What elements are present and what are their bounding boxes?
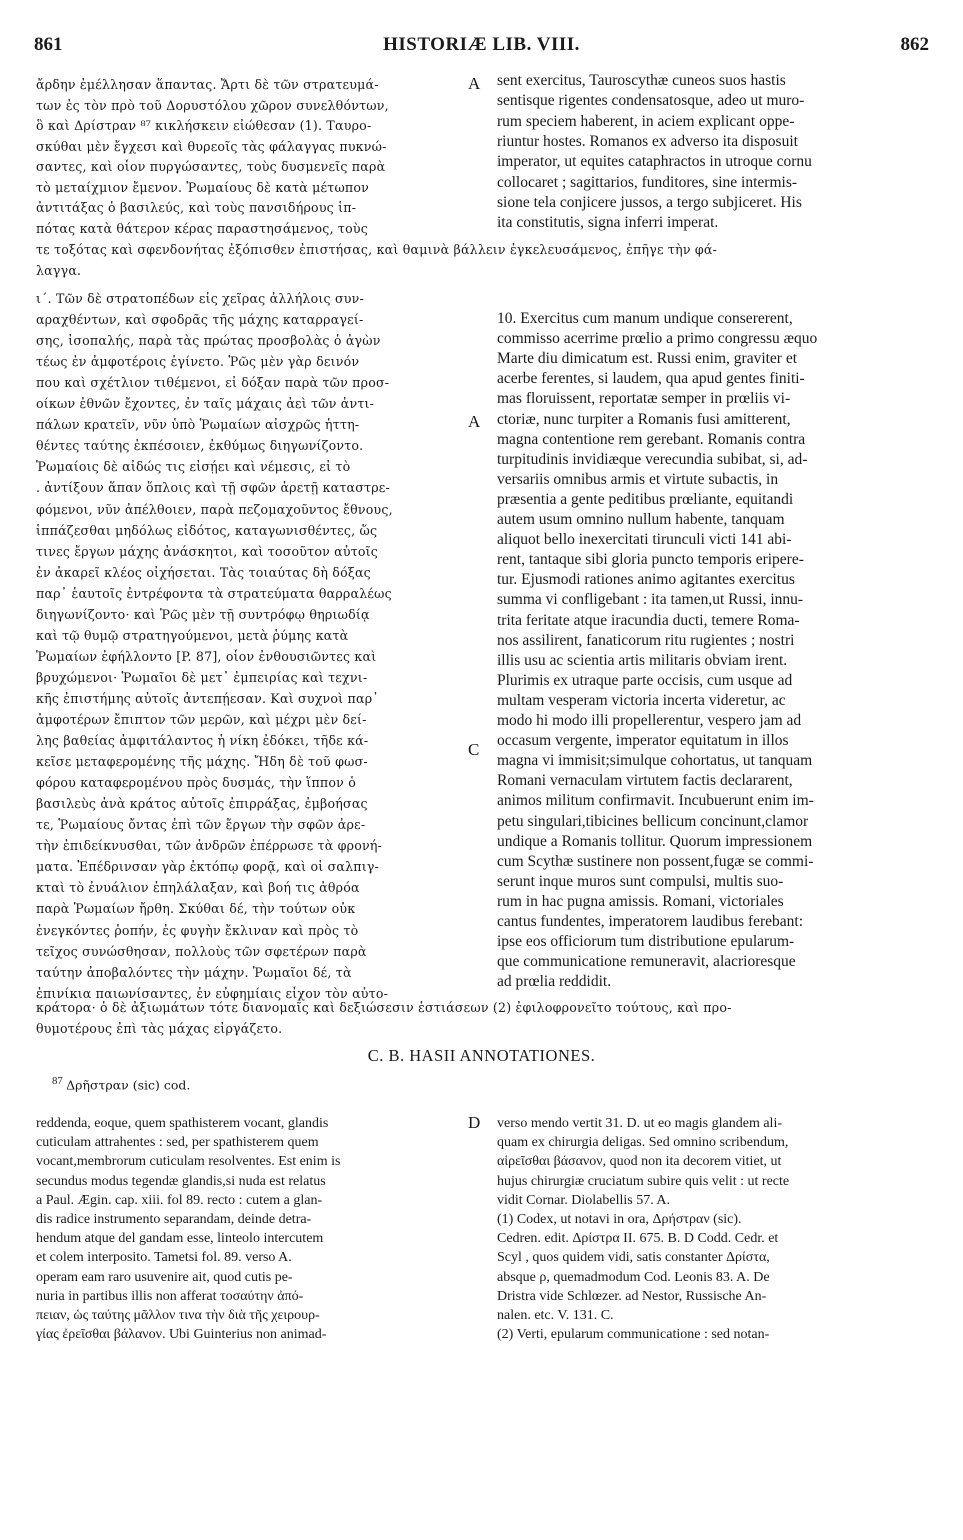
greek-line: βασιλεὺς ἀνὰ κράτος αὐτοῖς ἐπιρράξας, ἐμβοήσας	[36, 796, 368, 812]
margin-letter-a: A	[468, 412, 481, 431]
greek-line: τὴν ἐπιδείκνυσθαι, τῶν ἀνδρῶν ἐπέρρωσε τὰ φρονή-	[36, 838, 383, 854]
greek-line: κράτορα· ὁ δὲ ἀξιωμάτων τότε διανομαῖς καὶ δεξιώσεσιν ἑστιάσεων (2) ἐφιλοφρονεῖτο τούτους, καὶ προ-	[36, 1000, 732, 1015]
latin-line: Marte diu dimicatum est. Russi enim, graviter et	[497, 350, 798, 368]
greek-line: τὸ μεταίχμιον ἔμενον. Ῥωμαίους δὲ κατὰ μέτωπον	[36, 179, 370, 195]
footnote-line: a Paul. Ægin. cap. xiii. fol 89. recto : cutem a glan-	[36, 1192, 323, 1208]
margin-letter-d: D	[468, 1113, 481, 1132]
latin-line: rum in hac pugna amissis. Romani, victoriales	[497, 892, 784, 910]
footnote-line: vidit Cornar. Diolabellis 57. A.	[497, 1192, 671, 1208]
greek-line: Ῥωμαίοις δὲ αἰδώς τις εἰσῄει καὶ νέμεσις, εἰ τὸ	[36, 459, 351, 475]
greek-line: οίκων ἐθνῶν ἔχοντες, ἐν ταῖς μάχαις ἀεὶ τῶν ἀντι-	[36, 396, 375, 412]
latin-line: rent, tantaque sibi gloria puncto temporis eripere-	[497, 551, 804, 569]
latin-line: aliquot bello inexercitati tirunculi victi 141 abi-	[497, 531, 792, 549]
latin-line: magna vi immisit;simulque cohortatus, ut tanquam	[497, 752, 813, 770]
latin-line: imperator, ut equites cataphractos in utroque cornu	[497, 153, 812, 171]
greek-line: ὃ καὶ Δρίστραν ⁸⁷ κικλήσκειν εἰώθεσαν (1). Ταυρο-	[36, 118, 372, 133]
footnote-line: nalen. etc. V. 131. C.	[497, 1308, 614, 1323]
footnote-line: Cedren. edit. Δρίστρα II. 675. B. D Codd. Cedr. et	[497, 1231, 779, 1247]
greek-line: ἐν ἀκαρεῖ κλέος οἰχήσεται. Τὰς τοιαύτας δὴ δόξας	[36, 564, 371, 580]
latin-line: serunt inque muros sunt compulsi, multis suo-	[497, 872, 784, 890]
greek-line: λαγγα.	[36, 262, 82, 278]
footnote-line: hendum atque del gandam esse, linteolo intercutem	[36, 1231, 324, 1247]
latin-line: sentisque rigentes condensatosque, adeo ut muro-	[497, 92, 805, 110]
latin-line: riuntur hostes. Romanos ex adverso ita disposuit	[497, 132, 798, 150]
footnote-line: operam eam raro usuvenire ait, quod cutis pe-	[36, 1269, 293, 1285]
latin-line: nos assilirent, fanaticorum ritu rugientes ; nostri	[497, 631, 795, 649]
greek-line: θέντες ταύτης ἐκπέσοιεν, ἐκθύμως διηγωνίζοντο.	[36, 438, 364, 454]
greek-line: . ἀντίξουν ἅπαν ὅπλοις καὶ τῇ σφῶν ἀρετῇ καταστρε-	[36, 480, 390, 496]
greek-line: ταύτην ἀποβαλόντες τὴν μάχην. Ῥωμαῖοι δέ, τὰ	[36, 964, 352, 980]
footnote-line: Scyl , quos quidem vidi, satis constanter Δρίστα,	[497, 1250, 770, 1266]
latin-line: Plurimis ex utraque parte occisis, cum usque ad	[497, 671, 793, 689]
greek-line: ματα. Ἐπέδρινσαν γὰρ ἐκτόπῳ φορᾷ, καὶ οἱ σαλπιγ-	[36, 859, 380, 875]
latin-line: multam vesperam victoria incerta videretur, ac	[497, 691, 786, 709]
latin-line: trita feritate atque iracundia ducti, temere Roma-	[497, 611, 800, 629]
greek-line: κῆς ἐπιστήμης αὐτοῖς ἀντεπῄεσαν. Καὶ συχνοὶ παρ᾽	[36, 690, 379, 706]
page-number-left: 861	[34, 34, 63, 55]
greek-line: Ῥωμαίων ἐφήλλοντο [P. 87], οἷον ἐνθουσιῶντες καὶ	[36, 648, 377, 664]
latin-line: acerbe ferentes, si laudem, qua apud gentes finiti-	[497, 370, 805, 388]
latin-line: illis usu ac scientia artis militaris obviam irent.	[497, 651, 788, 669]
greek-line: πότας κατὰ θάτερον κέρας παραστησάμενος, τοὺς	[36, 220, 368, 236]
greek-line: φόρου καταφερομένου πρὸς δυσμάς, τὴν ἵππον ὁ	[36, 775, 357, 791]
latin-line: petu singulari,tibicines bellicum concinunt,clamor	[497, 812, 809, 830]
footnote-line: et colem interposito. Tametsi fol. 89. verso A.	[36, 1250, 292, 1266]
greek-line: βρυχώμενοι· Ῥωμαῖοι δὲ μετ᾽ ἐμπειρίας καὶ τεχνι-	[36, 669, 368, 685]
running-title: HISTORIÆ LIB. VIII.	[383, 34, 580, 55]
footnote-text: Δρῆστραν (sic) cod.	[66, 1077, 191, 1093]
footnote-87	[52, 1075, 190, 1093]
greek-line: καὶ τῷ θυμῷ στρατηγούμενοι, μετὰ ῥύμης κατὰ	[36, 627, 349, 643]
page-header	[34, 34, 929, 62]
margin-letter-c: C	[468, 740, 480, 759]
greek-line: αραχθέντων, καὶ σφοδρᾶς τῆς μάχης καταρραγεί-	[36, 312, 364, 328]
latin-line: magna contentione rem gerebant. Romanis contra	[497, 430, 806, 448]
footnote-line: reddenda, eoque, quem spathisterem vocant, glandis	[36, 1116, 329, 1131]
greek-line: ἱππάζεσθαι μηδόλως εἰδότος, καταγωνισθέντες, ὥς	[36, 522, 378, 538]
latin-line: mas floruissent, reportatæ semper in prœliis vi-	[497, 390, 791, 408]
latin-line: Romani vernaculam virtutem factis declararent,	[497, 772, 793, 790]
greek-line: κεῖσε μεταφερομένης τῆς μάχης. Ἤδη δὲ τοῦ φωσ-	[36, 754, 368, 770]
latin-line: ipse eos officiorum tum distributione epularum-	[497, 933, 795, 951]
greek-line: λης βαθείας ἀμφιτάλαντος ἡ νίκη ἐδόκει, τῆδε κά-	[36, 733, 369, 749]
latin-line: summa vi confligebant : ita tamen,ut Russi, innu-	[497, 591, 804, 609]
footnote-line: vocant,membrorum cuticulam resolventes. Est enim is	[36, 1154, 341, 1170]
greek-line: διηγωνίζοντο· καὶ Ῥῶς μὲν τῇ συντρόφῳ θηριωδίᾳ	[36, 606, 370, 622]
footnote-line: Dristra vide Schlœzer. ad Nestor, Russische An-	[497, 1288, 767, 1304]
footnote-line: hujus chirurgiæ cruciatum subire quis velit : ut recte	[497, 1173, 790, 1189]
footnote-line: absque ρ, quemadmodum Cod. Leonis 83. A. De	[497, 1269, 770, 1285]
greek-line: των ἐς τὸν πρὸ τοῦ Δορυστόλου χῶρον συνελθόντων,	[36, 97, 389, 113]
footnote-line: nuria in partibus illis non afferat τοσαύτην ἀπό-	[36, 1288, 304, 1304]
latin-line: ctoriæ, nunc turpiter a Romanis fusi amitterent,	[497, 410, 791, 428]
greek-line: σκύθαι μὲν ἔγχεσι καὶ θυρεοῖς τὰς φάλαγγας πυκνώ-	[36, 138, 387, 154]
latin-line: occasum vergente, imperator equitatum in illos	[497, 732, 789, 750]
greek-line: παρ᾽ ἑαυτοῖς ἐντρέφοντα τὰ στρατεύματα θαρραλέως	[36, 585, 392, 601]
latin-line: modo hi modo illi propellerentur, vespero jam ad	[497, 712, 802, 729]
latin-line: ita constitutis, signa inferri imperat.	[497, 214, 719, 232]
footnote-line: cuticulam attrahentes : sed, per spathisterem quem	[36, 1135, 319, 1151]
greek-line: τέως ἐν ἀμφοτέροις ἐγίνετο. Ῥῶς μὲν γὰρ δεινόν	[36, 354, 360, 370]
greek-line: θυμοτέρους ἐπὶ τὰς μάχας εἰργάζετο.	[36, 1021, 283, 1036]
footnote-line: (1) Codex, ut notavi in ora, Δρήστραν (sic).	[497, 1212, 742, 1227]
latin-line: præsentia a gente peditibus prœliante, equitandi	[497, 490, 794, 508]
footnote-line: αἱρεῖσθαι βάσανον, quod non ita decorem vitiet, ut	[497, 1154, 782, 1170]
latin-line: collocaret ; sagittarios, funditores, sine intermis-	[497, 173, 798, 191]
latin-line: que communicatione remuneravit, alacrioresque	[497, 953, 796, 971]
footnote-line: (2) Verti, epularum communicatione : sed notan-	[497, 1327, 770, 1343]
latin-line: versariis omnibus armis et virtute subactis, in	[497, 470, 779, 488]
greek-line: ἐπινίκια παιωνίσαντες, ἐν εὐφημίαις εἶχον τὸν αὐτο-	[36, 985, 389, 1001]
greek-line: κταὶ τὸ ἐνυάλιον ἐπηλάλαξαν, καὶ βοή τις ἀθρόα	[36, 880, 360, 896]
latin-line: tur. Ejusmodi rationes animo agitantes exercitus	[497, 571, 795, 589]
latin-line: rum speciem haberent, in aciem explicant oppe-	[497, 112, 795, 130]
greek-line: ἐνεγκόντες ῥοπήν, ἐς φυγὴν ἔκλιναν καὶ πρὸς τὸ	[36, 922, 359, 938]
greek-line: τεῖχος συνώσθησαν, πολλοὺς τῶν σφετέρων παρὰ	[36, 943, 367, 959]
greek-line: φόμενοι, νῦν ἀπέλθοιεν, παρὰ πεζομαχοῦντος ἔθνους,	[36, 501, 393, 517]
margin-letter-a: A	[468, 74, 481, 93]
latin-line: sione tela conjicere jussos, a tergo subjiceret. His	[497, 193, 802, 211]
greek-line: τε τοξότας καὶ σφενδονήτας ἐξόπισθεν ἐπιστήσας, καὶ θαμινὰ βάλλειν ἐγκελευσάμενος, ἐπῆγε τὴν φά-	[36, 242, 718, 257]
footnote-line: γίας ἐρεῖσθαι βάλανον. Ubi Guinterius non animad-	[36, 1327, 327, 1343]
page-number-right: 862	[900, 34, 929, 55]
footnote-line: πειαν, ὡς ταύτης μᾶλλον τινα τὴν διὰ τῆς χειρουρ-	[36, 1308, 320, 1323]
greek-line: ἀντιτάξας ὁ βασιλεύς, καὶ τοὺς πανσιδήρους ἱπ-	[36, 200, 357, 215]
footnote-number: 87	[52, 1075, 63, 1087]
greek-line: ι΄. Τῶν δὲ στρατοπέδων εἰς χεῖρας ἀλλήλοις συν-	[36, 291, 364, 306]
latin-line: cum Scythæ sustinere non possent,fugæ se commi-	[497, 852, 814, 870]
greek-line: σης, ἰσοπαλής, παρὰ τὰς πρώτας προσβολὰς ὁ ἀγὼν	[36, 333, 381, 349]
latin-line: autem usum omnino nullum habente, tanquam	[497, 511, 785, 528]
footnote-line: dis radice instrumento separandam, deinde detra-	[36, 1212, 312, 1227]
greek-line: που καὶ σχέτλιον τιθέμενοι, εἰ δόξαν παρὰ τῶν προσ-	[36, 375, 390, 391]
greek-line: ἄρδην ἐμέλλησαν ἅπαντας. Ἄρτι δὲ τῶν στρατευμά-	[36, 77, 379, 92]
latin-line: sent exercitus, Tauroscythæ cuneos suos hastis	[497, 72, 786, 89]
footnote-line: verso mendo vertit 31. D. ut eo magis glandem ali-	[497, 1116, 782, 1131]
latin-line: commisso acerrime prœlio a primo congressu æquo	[497, 330, 818, 348]
latin-line: undique a Romanis tollitur. Quorum impressionem	[497, 832, 813, 850]
greek-line: ἀμφοτέρων ἔπιπτον τῶν μερῶν, καὶ μέχρι μὲν δεί-	[36, 712, 367, 727]
annotations-title: C. B. HASII ANNOTATIONES.	[367, 1046, 596, 1065]
greek-line: πάλων κρατεῖν, νῦν ὑπὸ Ῥωμαίων αἰσχρῶς ἡττη-	[36, 417, 360, 433]
latin-line: cantus fundentes, imperatorem laudibus ferebant:	[497, 913, 804, 930]
footnote-line: quam ex chirurgia deligas. Sed omnino scribendum,	[497, 1135, 789, 1151]
greek-line: τε, Ῥωμαίους ὄντας ἐπὶ τῶν ἔργων τὴν σφῶν ἀρε-	[36, 817, 366, 833]
footnote-line: secundus modus tegendæ glandis,si nuda est relatus	[36, 1173, 326, 1189]
latin-line: ad prœlia reddidit.	[497, 973, 612, 991]
latin-line: animos militum confirmavit. Incubuerunt enim im-	[497, 792, 814, 810]
latin-line: 10. Exercitus cum manum undique consererent,	[497, 310, 793, 327]
greek-line: παρὰ Ῥωμαίων ἤρθη. Σκύθαι δέ, τὴν τούτων οὐκ	[36, 901, 356, 917]
greek-line: σαντες, καὶ οἷον πυργώσαντες, τοὺς δυσμενεῖς παρὰ	[36, 159, 386, 174]
greek-line: τινες ἔργων μάχης ἀνάσκητοι, καὶ τοσοῦτον αὐτοῖς	[36, 543, 379, 559]
latin-line: turpitudinis invidiæque verecundia subibat, si, ad-	[497, 450, 808, 468]
